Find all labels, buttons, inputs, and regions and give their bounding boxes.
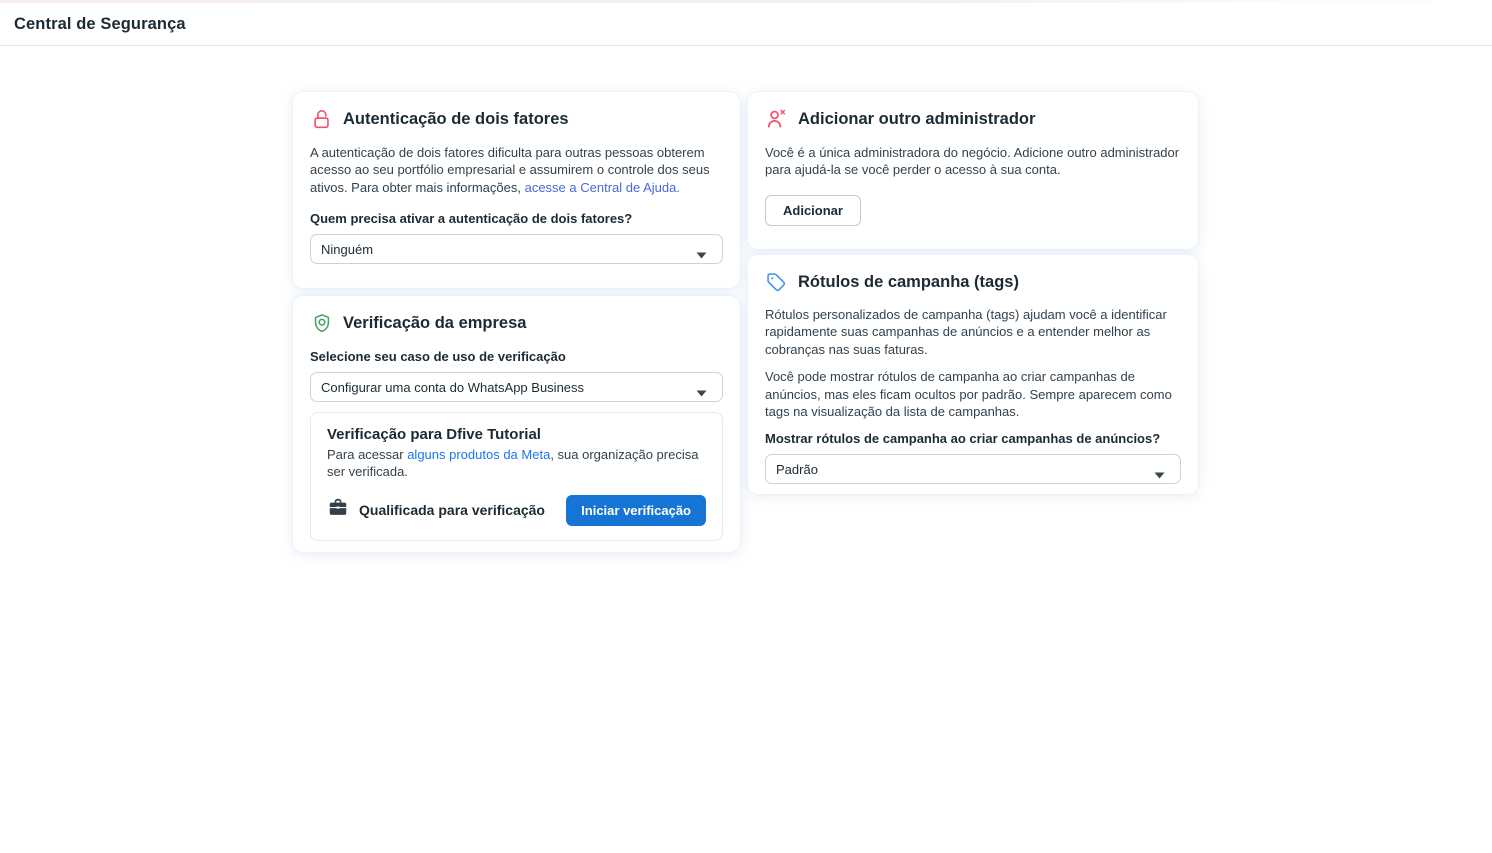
campaign-tags-question-label: Mostrar rótulos de campanha ao criar campanhas de anúncios? [765,431,1161,447]
two-factor-description-text: A autenticação de dois fatores dificulta para outras pessoas obterem acesso ao seu portfólio empresarial e assumirem o controle dos seus ativos. Para obter mais informações, [310,145,710,195]
unlock-icon [310,108,333,131]
two-factor-card [293,92,740,288]
chevron-down-icon [696,246,707,253]
start-verification-button[interactable]: Iniciar verificação [566,495,706,526]
verification-usecase-select[interactable] [310,372,723,402]
campaign-tags-select[interactable] [765,454,1181,484]
campaign-tags-select-value: Padrão [776,461,818,477]
verification-usecase-select-value: Configurar uma conta do WhatsApp Business [321,379,585,395]
shield-icon [310,312,333,335]
business-verification-title: Verificação da empresa [343,314,527,332]
business-verification-card-header [310,312,723,335]
two-factor-title: Autenticação de dois fatores [343,110,569,128]
campaign-tags-description-1: Rótulos personalizados de campanha (tags) ajudam você a identificar rapidamente suas campanhas de anúncios e a entender melhor as cobranças nas suas faturas. [765,307,1167,357]
verification-status-text: Qualificada para verificação [359,502,545,519]
two-factor-select[interactable] [310,234,723,264]
add-admin-description: Você é a única administradora do negócio. Adicione outro administrador para ajudá-la se você perder o acesso à sua conta. [765,145,1180,178]
business-verification-card [293,296,740,552]
verification-subsection [310,412,723,541]
page-header [0,3,1492,46]
add-admin-button[interactable]: Adicionar [765,195,861,226]
tag-icon [765,271,788,294]
campaign-tags-description-2: Você pode mostrar rótulos de campanha ao criar campanhas de anúncios, mas eles ficam ocultos por padrão. Sempre aparecem como tags na visualização da lista de campanhas. [765,369,1172,420]
person-remove-icon [765,108,788,131]
chevron-down-icon [696,384,707,391]
chevron-down-icon [1154,466,1165,473]
verification-subsection-text-before: Para acessar [327,447,408,462]
verification-subsection-description [327,446,706,481]
two-factor-card-header [310,108,723,131]
meta-products-link[interactable]: alguns produtos da Meta [407,447,551,462]
verification-status-row [327,495,706,526]
page-title: Central de Segurança [14,14,186,33]
campaign-tags-card-header [765,271,1181,294]
two-factor-description [310,144,723,196]
security-center-content [0,46,1492,852]
add-admin-card [748,92,1198,249]
two-factor-question-label: Quem precisa ativar a autenticação de dois fatores? [310,211,633,227]
briefcase-icon [327,497,349,524]
campaign-tags-title: Rótulos de campanha (tags) [798,273,1019,291]
add-admin-title: Adicionar outro administrador [798,110,1036,128]
add-admin-card-header [765,108,1181,131]
help-center-link[interactable]: acesse a Central de Ajuda. [524,179,680,195]
two-factor-select-value: Ninguém [321,241,374,257]
verification-subsection-text-after: , sua organização precisa ser verificada. [327,447,699,480]
campaign-tags-card [748,255,1198,494]
verification-usecase-label: Selecione seu caso de uso de verificação [310,349,566,364]
verification-subsection-title: Verificação para Dfive Tutorial [327,426,541,443]
